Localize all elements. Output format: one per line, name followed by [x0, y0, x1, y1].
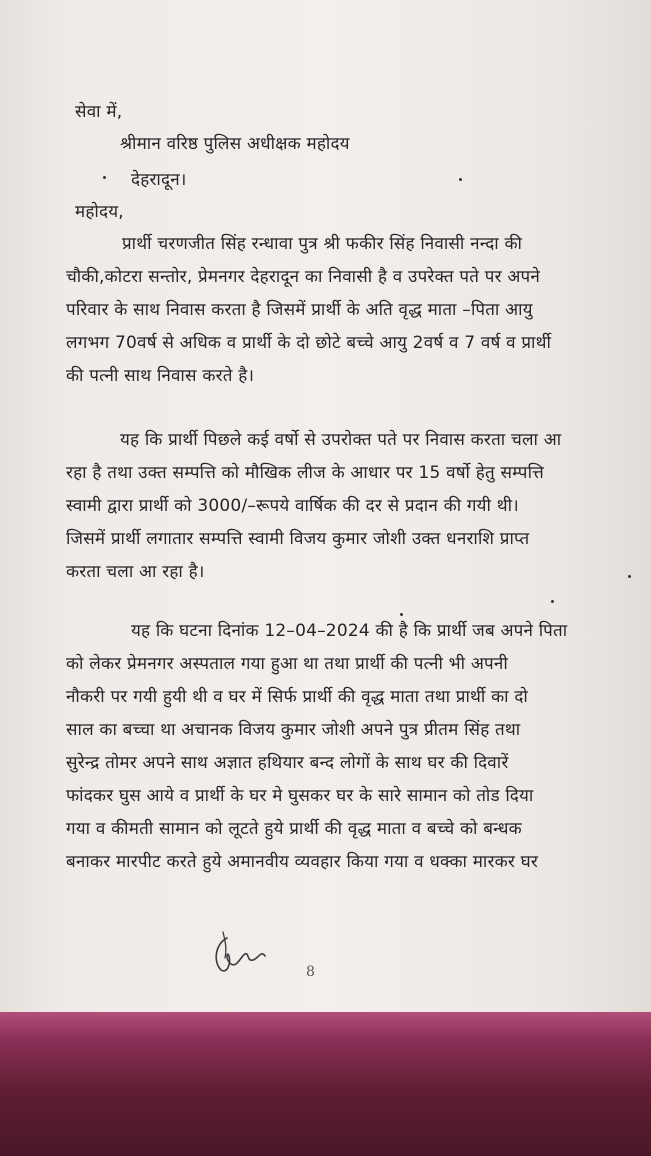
- paragraph3-line: गया व कीमती सामान को लूटते हुये प्रार्थी की वृद्ध माता व बच्चे को बन्धक: [66, 819, 522, 839]
- paragraph3-line: सुरेन्द्र तोमर अपने साथ अज्ञात हथियार बन्द लोगों के साथ घर की दिवारें: [66, 753, 509, 773]
- paper-speck: [459, 178, 462, 181]
- background-surface: [0, 1012, 651, 1156]
- paragraph2-line: यह कि प्रार्थी पिछले कई वर्षो से उपरोक्त पते पर निवास करता चला आ: [120, 430, 562, 450]
- salutation-to: सेवा में,: [75, 102, 123, 122]
- paragraph1-line: की पत्नी साथ निवास करते है।: [66, 366, 255, 386]
- recipient-city: देहरादून।: [131, 170, 187, 190]
- paragraph3-line: नौकरी पर गयी हुयी थी व घर में सिर्फ प्रार्थी की वृद्ध माता तथा प्रार्थी का दो: [66, 687, 529, 707]
- paragraph2-line: स्वामी द्वारा प्रार्थी को 3000/–रूपये वार्षिक की दर से प्रदान की गयी थी।: [66, 496, 519, 516]
- paragraph1-line: लगभग 70वर्ष से अधिक व प्रार्थी के दो छोटे बच्चे आयु 2वर्ष व 7 वर्ष व प्रार्थी: [66, 333, 552, 353]
- paragraph3-line: यह कि घटना दिनांक 12–04–2024 की है कि प्रार्थी जब अपने पिता: [131, 621, 568, 641]
- paragraph1-line: प्रार्थी चरणजीत सिंह रन्धावा पुत्र श्री फकीर सिंह निवासी नन्दा की: [122, 234, 523, 254]
- paper-speck: [400, 613, 403, 616]
- paragraph3-line: बनाकर मारपीट करते हुये अमानवीय व्यवहार किया गया व धक्का मारकर घर: [66, 852, 539, 872]
- paragraph3-line: साल का बच्चा था अचानक विजय कुमार जोशी अपने पुत्र प्रीतम सिंह तथा: [66, 720, 521, 740]
- paragraph1-line: परिवार के साथ निवास करता है जिसमें प्रार्थी के अति वृद्ध माता –पिता आयु: [66, 300, 533, 320]
- paragraph3-line: फांदकर घुस आये व प्रार्थी के घर मे घुसकर घर के सारे सामान को तोड दिया: [66, 786, 534, 806]
- page-number: 8: [306, 964, 315, 980]
- greeting: महोदय,: [75, 202, 124, 222]
- paragraph2-line: रहा है तथा उक्त सम्पत्ति को मौखिक लीज के आधार पर 15 वर्षो हेतु सम्पत्ति: [66, 463, 544, 483]
- paragraph2-line: करता चला आ रहा है।: [66, 562, 205, 582]
- paragraph1-line: चौकी,कोटरा सन्तोर, प्रेमनगर देहरादून का निवासी है व उपरेक्त पते पर अपने: [66, 267, 541, 287]
- paper-speck: [628, 575, 631, 578]
- paragraph2-line: जिसमें प्रार्थी लगातार सम्पत्ति स्वामी विजय कुमार जोशी उक्त धनराशि प्राप्त: [66, 529, 530, 549]
- paragraph3-line: को लेकर प्रेमनगर अस्पताल गया हुआ था तथा प्रार्थी की पत्नी भी अपनी: [66, 654, 508, 674]
- paper-speck: [551, 600, 554, 603]
- recipient-title: श्रीमान वरिष्ठ पुलिस अधीक्षक महोदय: [120, 134, 350, 154]
- signature: [205, 920, 285, 980]
